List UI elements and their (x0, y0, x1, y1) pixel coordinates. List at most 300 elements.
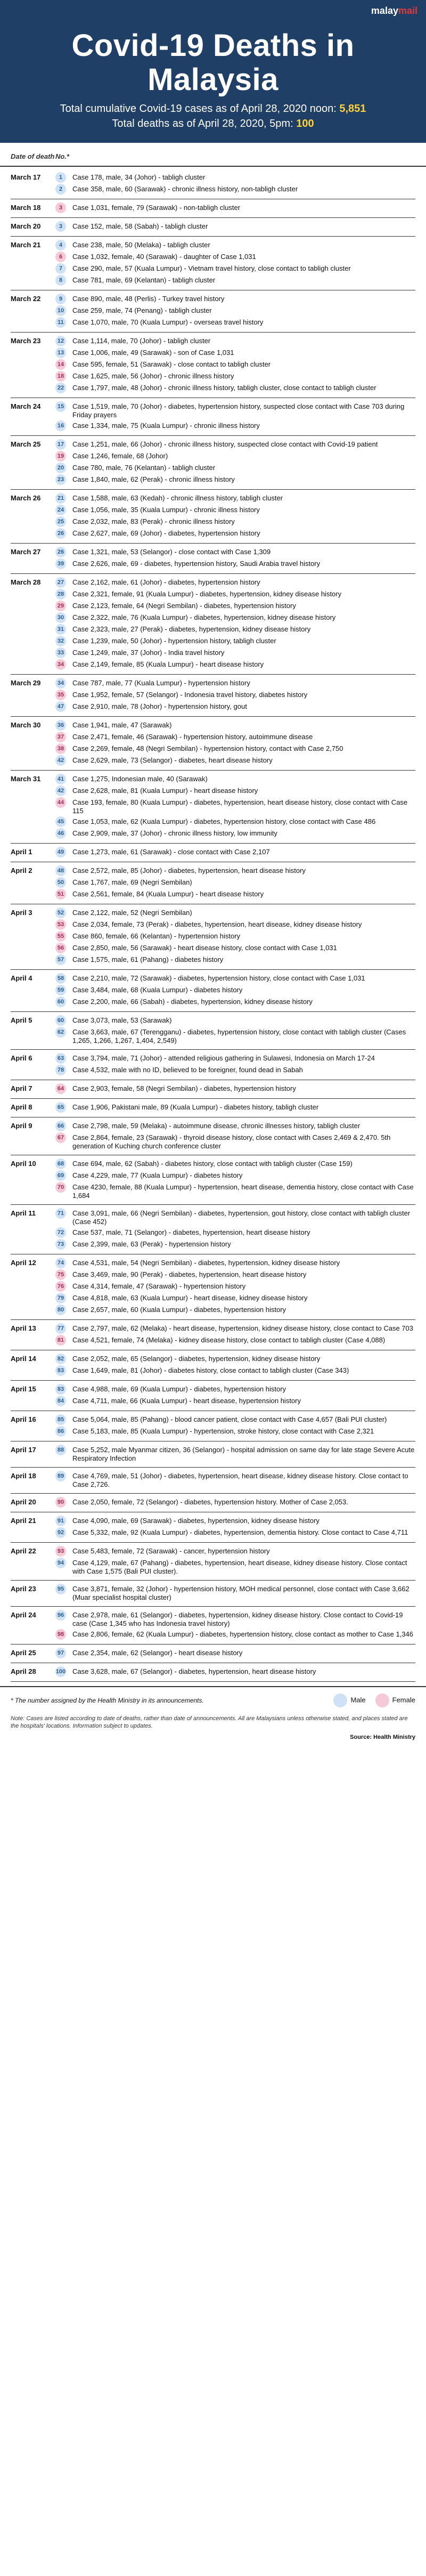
case-row (55, 636, 415, 647)
case-number-badge: 92 (55, 1527, 66, 1538)
case-number-badge: 22 (55, 383, 66, 393)
case-row (55, 240, 415, 252)
date-label: April 5 (11, 1016, 32, 1024)
case-description: Case 2,321, female, 91 (Kuala Lumpur) - diabetes, hypertension, kidney disease history (72, 589, 342, 598)
case-description: Case 3,469, male, 90 (Perak) - diabetes, hypertension, heart disease history (72, 1270, 307, 1278)
case-row (55, 1546, 415, 1558)
case-description: Case 3,871, female, 32 (Johor) - hypertension history, MOH medical personnel, close contact with Case 3,662 (Muar specialist hospital cluster) (72, 1584, 409, 1601)
case-number-badge: 4 (55, 240, 66, 250)
case-row (55, 1384, 415, 1396)
case-list (55, 847, 415, 858)
date-label: March 28 (11, 578, 41, 586)
date-label: March 25 (11, 440, 41, 448)
case-row (55, 1027, 415, 1046)
date-group (11, 675, 415, 717)
case-description: Case 3,794, male, 71 (Johor) - attended religious gathering in Sulawesi, Indonesia on March 17-24 (72, 1054, 375, 1062)
date-label: April 8 (11, 1103, 32, 1111)
case-row (55, 1305, 415, 1316)
case-row (55, 997, 415, 1008)
date-label: March 31 (11, 774, 41, 783)
legend-male-label: Male (350, 1696, 366, 1704)
case-row (55, 601, 415, 612)
case-description: Case 1,053, male, 62 (Kuala Lumpur) - diabetes, hypertension history, close contact with Case 486 (72, 817, 376, 825)
case-number-badge: 37 (55, 732, 66, 742)
case-row (55, 612, 415, 624)
case-number-badge: 52 (55, 908, 66, 918)
date-group (11, 1663, 415, 1682)
case-description: Case 2,050, female, 72 (Selangor) - diabetes, hypertension history. Mother of Case 2,053. (72, 1497, 348, 1506)
case-description: Case 290, male, 57 (Kuala Lumpur) - Vietnam travel history, close contact to tabligh cluster (72, 264, 351, 272)
date-label: April 18 (11, 1471, 36, 1480)
case-number-badge: 50 (55, 877, 66, 888)
date-group (11, 1543, 415, 1581)
case-number-badge: 38 (55, 743, 66, 754)
case-list (55, 1546, 415, 1577)
case-number-badge: 74 (55, 1258, 66, 1268)
case-description: Case 2,323, male, 27 (Perak) - diabetes, hypertension, kidney disease history (72, 625, 311, 633)
date-group (11, 1468, 415, 1494)
case-description: Case 2,561, female, 84 (Kuala Lumpur) - heart disease history (72, 889, 264, 898)
date-label: April 21 (11, 1516, 36, 1525)
case-number-badge: 55 (55, 931, 66, 942)
case-list (55, 1121, 415, 1152)
case-number-badge: 49 (55, 847, 66, 857)
case-list (55, 1414, 415, 1438)
case-description: Case 2,627, male, 69 (Johor) - diabetes, hypertension history (72, 529, 260, 537)
date-group (11, 1350, 415, 1381)
case-number-badge: 15 (55, 401, 66, 412)
case-description: Case 152, male, 58 (Sabah) - tabligh cluster (72, 222, 208, 230)
case-list (55, 1516, 415, 1539)
case-number-badge: 36 (55, 720, 66, 731)
legend-row (0, 1686, 426, 1711)
case-number-badge: 64 (55, 1083, 66, 1094)
case-description: Case 2,200, male, 66 (Sabah) - diabetes, hypertension, kidney disease history (72, 997, 313, 1006)
case-row (55, 973, 415, 985)
case-row (55, 336, 415, 347)
summary-line-cases (11, 101, 415, 116)
case-list (55, 172, 415, 196)
case-description: Case 5,183, male, 85 (Kuala Lumpur) - hypertension, stroke history, close contact with Case 2,321 (72, 1427, 374, 1435)
date-label: April 3 (11, 908, 32, 917)
case-row (55, 785, 415, 797)
case-description: Case 3,091, male, 66 (Negri Sembilan) - diabetes, hypertension, gout history, close contact with tabligh cluster (Case 452) (72, 1209, 411, 1226)
case-row (55, 1281, 415, 1293)
case-description: Case 2,162, male, 61 (Johor) - diabetes, hypertension history (72, 578, 260, 586)
case-description: Case 2,797, male, 62 (Melaka) - heart disease, hypertension, kidney disease history, close contact to Case 703 (72, 1324, 413, 1332)
date-group (11, 844, 415, 862)
date-group (11, 904, 415, 970)
case-number-badge: 26 (55, 528, 66, 539)
case-row (55, 889, 415, 901)
legend (333, 1694, 415, 1707)
case-number-badge: 75 (55, 1269, 66, 1280)
case-row (55, 505, 415, 516)
case-number-badge: 17 (55, 439, 66, 450)
case-row (55, 1170, 415, 1182)
case-description: Case 1,321, male, 53 (Selangor) - close contact with Case 1,309 (72, 547, 271, 556)
case-row (55, 943, 415, 954)
source: Source: Health Ministry (350, 1733, 415, 1740)
date-label: April 4 (11, 974, 32, 982)
case-number-badge: 89 (55, 1471, 66, 1481)
case-row (55, 701, 415, 713)
page-title: Covid-19 Deaths in Malaysia (71, 28, 355, 97)
date-label: April 2 (11, 866, 32, 874)
case-row (55, 1335, 415, 1347)
case-row (55, 1121, 415, 1132)
date-group (11, 1607, 415, 1645)
case-row (55, 184, 415, 196)
case-row (55, 420, 415, 432)
case-description: Case 1,275, Indonesian male, 40 (Sarawak) (72, 774, 208, 783)
case-number-badge: 95 (55, 1584, 66, 1594)
case-number-badge: 20 (55, 463, 66, 473)
date-group (11, 169, 415, 199)
case-list (55, 1354, 415, 1377)
case-description: Case 2,269, female, 48 (Negri Sembilan) - hypertension history, contact with Case 2,750 (72, 744, 343, 752)
case-description: Case 1,246, female, 68 (Johor) (72, 451, 168, 460)
case-row (55, 1258, 415, 1269)
case-description: Case 2,149, female, 85 (Kuala Lumpur) - heart disease history (72, 660, 264, 668)
case-number-badge: 13 (55, 347, 66, 358)
case-description: Case 4,988, male, 69 (Kuala Lumpur) - diabetes, hypertension history (72, 1384, 286, 1393)
case-number-badge: 28 (55, 589, 66, 600)
case-number-badge: 57 (55, 954, 66, 965)
case-description: Case 2,657, male, 60 (Kuala Lumpur) - diabetes, hypertension history (72, 1305, 286, 1314)
cases-value: 5,851 (339, 102, 366, 115)
case-row (55, 1558, 415, 1577)
case-row (55, 1497, 415, 1509)
case-number-badge: 39 (55, 558, 66, 569)
date-label: April 24 (11, 1610, 36, 1619)
case-list (55, 240, 415, 287)
case-list (55, 547, 415, 570)
case-row (55, 439, 415, 451)
header-banner (0, 0, 426, 143)
case-description: Case 1,649, male, 81 (Johor) - diabetes history, close contact to tabligh cluster (Case 343) (72, 1366, 349, 1374)
case-description: Case 2,978, male, 61 (Selangor) - diabetes, hypertension, kidney disease history. Close contact to Covid-19 case (Case 1,345 who has Indonesia travel history) (72, 1610, 403, 1627)
case-description: Case 1,031, female, 79 (Sarawak) - non-tabligh cluster (72, 203, 241, 212)
case-description: Case 1,006, male, 49 (Sarawak) - son of Case 1,031 (72, 348, 234, 357)
case-description: Case 2,903, female, 58 (Negri Sembilan) - diabetes, hypertension history (72, 1084, 296, 1092)
death-list (0, 169, 426, 1682)
case-description: Case 2,032, male, 83 (Perak) - chronic illness history (72, 517, 235, 525)
case-row (55, 774, 415, 785)
case-number-badge: 86 (55, 1426, 66, 1437)
case-row (55, 908, 415, 919)
case-description: Case 358, male, 60 (Sarawak) - chronic illness history, non-tabligh cluster (72, 184, 298, 193)
case-number-badge: 33 (55, 647, 66, 658)
number-column-header: No.* (55, 152, 69, 160)
brand-logo (371, 5, 417, 17)
case-description: Case 2,122, male, 52 (Negri Sembilan) (72, 908, 192, 917)
date-group (11, 490, 415, 544)
date-label: April 12 (11, 1258, 36, 1267)
case-number-badge: 32 (55, 636, 66, 646)
case-number-badge: 41 (55, 774, 66, 784)
case-list (55, 865, 415, 901)
case-list (55, 1471, 415, 1490)
case-row (55, 1445, 415, 1464)
case-description: Case 1,906, Pakistani male, 89 (Kuala Lumpur) - diabetes history, tabligh cluster (72, 1103, 319, 1111)
date-label: April 23 (11, 1584, 36, 1593)
case-number-badge: 42 (55, 755, 66, 766)
case-number-badge: 94 (55, 1558, 66, 1568)
case-description: Case 4230, female, 88 (Kuala Lumpur) - hypertension, heart disease, dementia history, close contact with Case 1,684 (72, 1182, 414, 1200)
case-row (55, 1426, 415, 1438)
case-number-badge: 83 (55, 1365, 66, 1376)
case-row (55, 797, 415, 816)
case-list (55, 908, 415, 966)
case-description: Case 2,864, female, 23 (Sarawak) - thyroid disease history, close contact with Cases 2,469 & 2,470. 5th generation of Kuching church conference cluster (72, 1133, 391, 1150)
date-label: March 22 (11, 294, 41, 303)
date-label: April 11 (11, 1209, 36, 1217)
legend-female (375, 1694, 415, 1707)
case-row (55, 263, 415, 275)
case-list (55, 1497, 415, 1509)
case-list (55, 1102, 415, 1114)
date-group (11, 398, 415, 436)
case-list (55, 336, 415, 394)
date-label: April 10 (11, 1159, 36, 1168)
date-label: March 17 (11, 173, 41, 181)
case-description: Case 1,273, male, 61 (Sarawak) - close contact with Case 2,107 (72, 847, 270, 856)
case-row (55, 1354, 415, 1365)
case-number-badge: 68 (55, 1159, 66, 1169)
case-number-badge: 56 (55, 943, 66, 953)
case-description: Case 3,663, male, 67 (Terengganu) - diabetes, hypertension history, close contact with tabligh cluster (Cases 1,265, 1,266, 1,267, 1,404, 2,549) (72, 1027, 406, 1044)
date-group (11, 1205, 415, 1254)
date-group (11, 1155, 415, 1205)
case-number-badge: 96 (55, 1610, 66, 1621)
case-number-badge: 71 (55, 1208, 66, 1219)
case-number-badge: 73 (55, 1239, 66, 1250)
case-row (55, 493, 415, 505)
case-row (55, 202, 415, 214)
case-row (55, 463, 415, 474)
case-description: Case 1,767, male, 69 (Negri Sembilan) (72, 878, 192, 886)
case-description: Case 2,628, male, 81 (Kuala Lumpur) - heart disease history (72, 786, 258, 795)
case-description: Case 890, male, 48 (Perlis) - Turkey travel history (72, 294, 225, 303)
case-number-badge: 19 (55, 451, 66, 461)
cases-label: Total cumulative Covid-19 cases as of April 28, 2020 noon: (60, 102, 337, 115)
date-group (11, 1494, 415, 1512)
case-description: Case 537, male, 71 (Selangor) - diabetes, hypertension, heart disease history (72, 1228, 310, 1236)
case-row (55, 1584, 415, 1603)
case-row (55, 828, 415, 840)
case-row (55, 1527, 415, 1539)
deaths-label: Total deaths as of April 28, 2020, 5pm: (112, 117, 293, 129)
case-list (55, 973, 415, 1008)
case-row (55, 755, 415, 767)
case-number-badge: 91 (55, 1516, 66, 1526)
case-row (55, 317, 415, 329)
date-group (11, 333, 415, 398)
case-description: Case 1,239, male, 50 (Johor) - hypertension history, tabligh cluster (72, 636, 276, 645)
case-description: Case 2,052, male, 65 (Selangor) - diabetes, hypertension, kidney disease history (72, 1354, 321, 1363)
date-group (11, 1320, 415, 1350)
footnote: * The number assigned by the Health Ministry in its announcements. (11, 1696, 204, 1704)
date-label: April 17 (11, 1445, 36, 1454)
case-description: Case 1,249, male, 37 (Johor) - India travel history (72, 648, 225, 657)
case-description: Case 2,909, male, 37 (Johor) - chronic illness history, low immunity (72, 829, 277, 837)
case-row (55, 294, 415, 305)
date-label: April 25 (11, 1648, 36, 1657)
case-description: Case 2,850, male, 56 (Sarawak) - heart disease history, close contact with Case 1,031 (72, 943, 337, 952)
note: Note: Cases are listed according to date of deaths, rather than date of announcements. All are Malaysians unless otherwise stated, and places stated are the hospitals' locations. Information subject to updates. (11, 1715, 408, 1729)
case-row (55, 305, 415, 317)
case-number-badge: 77 (55, 1323, 66, 1334)
case-list (55, 294, 415, 329)
date-label: April 6 (11, 1054, 32, 1062)
case-description: Case 2,399, male, 63 (Perak) - hypertension history (72, 1240, 231, 1248)
case-description: Case 5,483, female, 72 (Sarawak) - cancer, hypertension history (72, 1546, 270, 1555)
case-number-badge: 27 (55, 577, 66, 588)
case-description: Case 4,521, female, 74 (Melaka) - kidney disease history, close contact to tabligh cluster (Case 4,088) (72, 1335, 386, 1344)
date-label: March 27 (11, 547, 41, 556)
case-row (55, 1182, 415, 1201)
male-swatch-icon (333, 1694, 347, 1707)
case-description: Case 1,114, male, 70 (Johor) - tabligh cluster (72, 336, 211, 345)
case-list (55, 439, 415, 486)
case-row (55, 678, 415, 690)
date-group (11, 771, 415, 844)
case-number-badge: 14 (55, 359, 66, 370)
date-group (11, 1512, 415, 1543)
case-description: Case 193, female, 80 (Kuala Lumpur) - diabetes, hypertension, heart disease history, close contact with Case 115 (72, 798, 408, 815)
case-row (55, 516, 415, 528)
case-row (55, 1414, 415, 1426)
case-list (55, 1610, 415, 1641)
case-number-badge: 90 (55, 1497, 66, 1508)
date-group (11, 574, 415, 675)
case-description: Case 787, male, 77 (Kuala Lumpur) - hypertension history (72, 678, 250, 687)
legend-female-label: Female (392, 1696, 415, 1704)
case-row (55, 252, 415, 263)
case-number-badge: 72 (55, 1227, 66, 1238)
date-label: April 13 (11, 1324, 36, 1332)
case-number-badge: 70 (55, 1182, 66, 1193)
case-description: Case 3,484, male, 68 (Kuala Lumpur) - diabetes history (72, 985, 243, 994)
date-label: April 9 (11, 1121, 32, 1130)
date-label: March 21 (11, 240, 41, 249)
case-description: Case 2,626, male, 69 - diabetes, hypertension history, Saudi Arabia travel history (72, 559, 321, 568)
date-group (11, 717, 415, 771)
date-group (11, 862, 415, 904)
case-description: Case 1,575, male, 61 (Pahang) - diabetes history (72, 955, 224, 963)
case-number-badge: 42 (55, 785, 66, 796)
case-row (55, 451, 415, 463)
case-row (55, 659, 415, 671)
date-label: April 15 (11, 1384, 36, 1393)
case-number-badge: 84 (55, 1396, 66, 1406)
case-row (55, 1239, 415, 1251)
case-list (55, 720, 415, 767)
case-description: Case 781, male, 69 (Kelantan) - tabligh cluster (72, 276, 216, 284)
case-number-badge: 11 (55, 317, 66, 328)
date-label: April 28 (11, 1667, 36, 1675)
case-row (55, 1396, 415, 1407)
case-row (55, 1083, 415, 1095)
case-description: Case 1,056, male, 35 (Kuala Lumpur) - chronic illness history (72, 505, 260, 514)
case-number-badge: 100 (55, 1666, 66, 1677)
date-label: April 20 (11, 1497, 36, 1506)
case-description: Case 1,952, female, 57 (Selangor) - Indonesia travel history, diabetes history (72, 690, 308, 699)
case-row (55, 474, 415, 486)
case-description: Case 780, male, 76 (Kelantan) - tabligh cluster (72, 463, 216, 472)
case-row (55, 577, 415, 589)
case-number-badge: 29 (55, 601, 66, 611)
case-number-badge: 65 (55, 1102, 66, 1113)
case-number-badge: 97 (55, 1648, 66, 1658)
case-number-badge: 46 (55, 828, 66, 839)
case-list (55, 1445, 415, 1464)
case-number-badge: 58 (55, 973, 66, 984)
case-row (55, 743, 415, 755)
case-list (55, 1083, 415, 1095)
date-group (11, 1441, 415, 1468)
date-group (11, 970, 415, 1012)
case-row (55, 275, 415, 287)
case-number-badge: 80 (55, 1305, 66, 1315)
case-description: Case 2,123, female, 64 (Negri Sembilan) - diabetes, hypertension history (72, 601, 296, 610)
case-row (55, 172, 415, 184)
case-number-badge: 7 (55, 263, 66, 274)
date-label: March 29 (11, 678, 41, 687)
date-group (11, 199, 415, 218)
case-row (55, 816, 415, 828)
female-swatch-icon (375, 1694, 389, 1707)
brand-prefix: malay (371, 5, 398, 16)
case-row (55, 359, 415, 371)
case-number-badge: 63 (55, 1053, 66, 1064)
case-row (55, 1323, 415, 1335)
case-number-badge: 3 (55, 221, 66, 232)
legend-male (333, 1694, 365, 1707)
case-description: Case 5,064, male, 85 (Pahang) - blood cancer patient, close contact with Case 4,657 (Bali PUI cluster) (72, 1415, 387, 1423)
case-list (55, 1648, 415, 1659)
case-description: Case 3,073, male, 53 (Sarawak) (72, 1016, 172, 1024)
case-description: Case 4,818, male, 63 (Kuala Lumpur) - heart disease, kidney disease history (72, 1293, 308, 1302)
case-number-badge: 47 (55, 701, 66, 712)
case-number-badge: 35 (55, 690, 66, 700)
date-label: April 7 (11, 1084, 32, 1092)
case-description: Case 1,032, female, 40 (Sarawak) - daughter of Case 1,031 (72, 252, 256, 261)
case-row (55, 1269, 415, 1281)
case-row (55, 690, 415, 701)
case-row (55, 1227, 415, 1239)
case-row (55, 865, 415, 877)
date-label: March 24 (11, 402, 41, 410)
case-list (55, 1666, 415, 1678)
case-list (55, 577, 415, 671)
case-number-badge: 79 (55, 1293, 66, 1303)
case-number-badge: 25 (55, 516, 66, 527)
case-row (55, 1132, 415, 1152)
case-number-badge: 60 (55, 997, 66, 1007)
case-description: Case 860, female, 66 (Kelantan) - hypertension history (72, 931, 241, 940)
case-number-badge: 45 (55, 816, 66, 827)
case-row (55, 1610, 415, 1629)
date-label: March 23 (11, 336, 41, 345)
case-description: Case 5,252, male Myanmar citizen, 36 (Selangor) - hospital admission on same day for late stage Severe Acute Respiratory Infection (72, 1445, 415, 1462)
case-description: Case 178, male, 34 (Johor) - tabligh cluster (72, 173, 206, 181)
case-list (55, 1159, 415, 1201)
case-number-badge: 31 (55, 624, 66, 635)
date-group (11, 544, 415, 574)
case-row (55, 1648, 415, 1659)
